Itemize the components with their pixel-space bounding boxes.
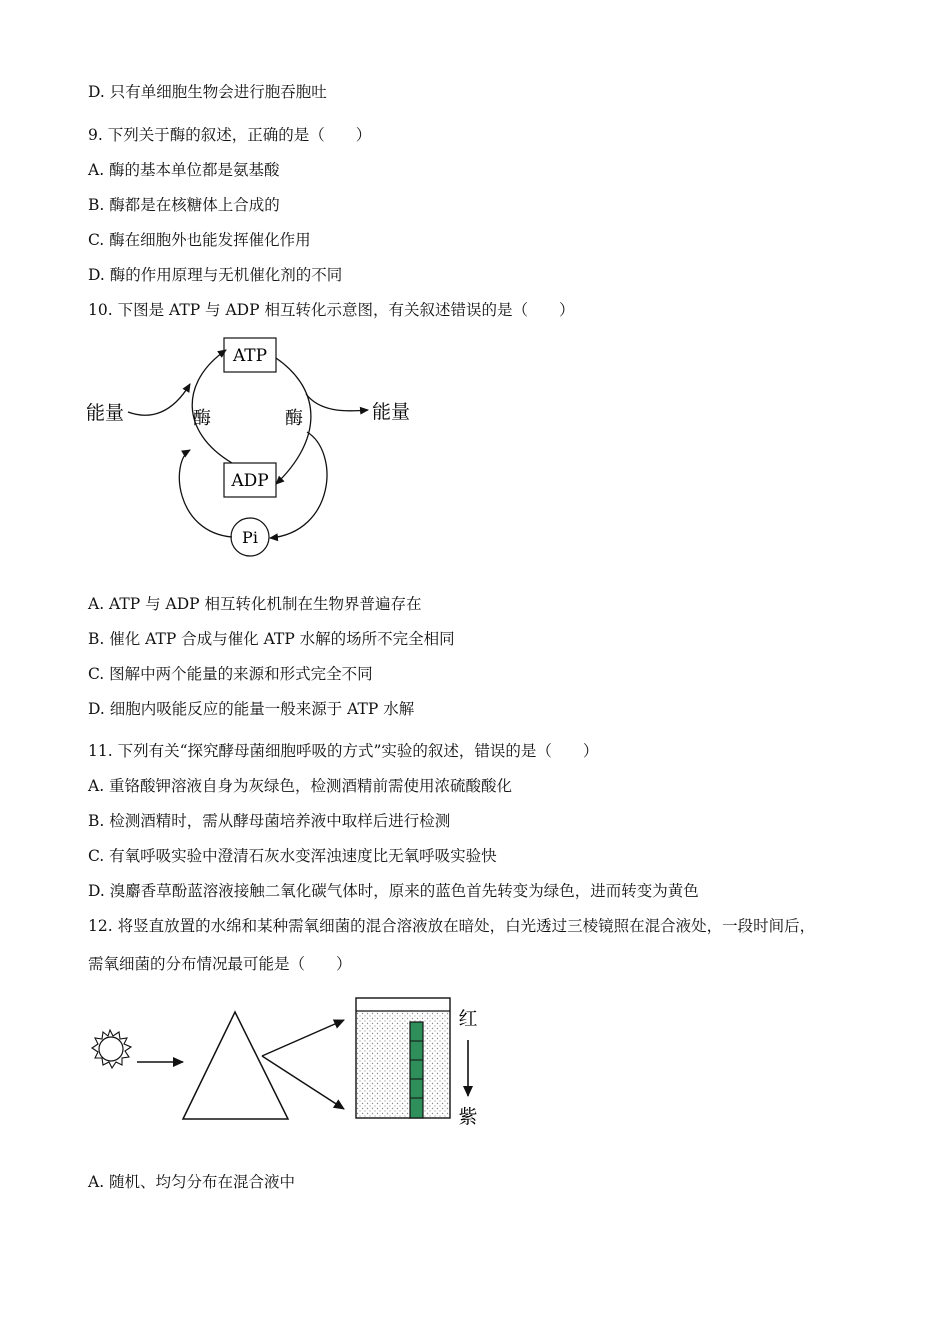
adp-label: ADP	[231, 471, 269, 491]
violet-label: 紫	[458, 1106, 478, 1128]
q10-option-d: D. 细胞内吸能反应的能量一般来源于 ATP 水解	[88, 700, 415, 718]
prism-triangle	[183, 1012, 288, 1119]
q9-option-d: D. 酶的作用原理与无机催化剂的不同	[88, 266, 343, 284]
enzyme-left-label: 酶	[193, 408, 211, 429]
q11-option-b: B. 检测酒精时，需从酵母菌培养液中取样后进行检测	[88, 812, 451, 830]
q12-option-a: A. 随机、均匀分布在混合液中	[88, 1173, 296, 1191]
q11-option-d: D. 溴麝香草酚蓝溶液接触二氧化碳气体时，原来的蓝色首先转变为绿色，进而转变为黄色	[88, 882, 699, 900]
pi-label: Pi	[242, 528, 258, 547]
q9-option-b: B. 酶都是在核糖体上合成的	[88, 196, 280, 214]
q12-stem-line2: 需氧细菌的分布情况最可能是（ ）	[88, 955, 352, 973]
q8-option-d: D. 只有单细胞生物会进行胞吞胞吐	[88, 83, 327, 101]
atp-label: ATP	[232, 346, 268, 366]
q9-option-c: C. 酶在细胞外也能发挥催化作用	[88, 231, 311, 249]
q10-option-c: C. 图解中两个能量的来源和形式完全不同	[88, 665, 373, 683]
enzyme-right-label: 酶	[285, 408, 303, 429]
prism-experiment-diagram	[86, 992, 496, 1132]
red-label: 红	[458, 1008, 478, 1030]
atp-to-pi-arrow	[270, 432, 327, 538]
sun-icon	[92, 1030, 131, 1068]
q12-stem-line1: 12. 将竖直放置的水绵和某种需氧细菌的混合溶液放在暗处，白光透过三棱镜照在混合液处，一段时间后，	[88, 917, 816, 935]
q11-option-c: C. 有氧呼吸实验中澄清石灰水变浑浊速度比无氧呼吸实验快	[88, 847, 497, 865]
q10-option-b: B. 催化 ATP 合成与催化 ATP 水解的场所不完全相同	[88, 630, 455, 648]
dispersed-light-arrow-top	[262, 1020, 344, 1056]
energy-in-label: 能量	[86, 402, 125, 424]
energy-in-arrow	[128, 384, 190, 415]
q9-option-a: A. 酶的基本单位都是氨基酸	[88, 161, 280, 179]
q11-option-a: A. 重铬酸钾溶液自身为灰绿色，检测酒精前需使用浓硫酸酸化	[88, 777, 513, 795]
energy-out-label: 能量	[372, 401, 411, 423]
mixed-solution	[357, 1011, 449, 1117]
q9-stem: 9. 下列关于酶的叙述，正确的是（ ）	[88, 126, 372, 144]
atp-adp-diagram	[80, 332, 430, 562]
q10-stem: 10. 下图是 ATP 与 ADP 相互转化示意图，有关叙述错误的是（ ）	[88, 301, 575, 319]
q10-option-a: A. ATP 与 ADP 相互转化机制在生物界普遍存在	[88, 595, 422, 613]
q11-stem: 11. 下列有关“探究酵母菌细胞呼吸的方式”实验的叙述，错误的是（ ）	[88, 742, 599, 760]
spirogyra-filament	[410, 1022, 423, 1118]
energy-out-arrow	[306, 394, 368, 411]
